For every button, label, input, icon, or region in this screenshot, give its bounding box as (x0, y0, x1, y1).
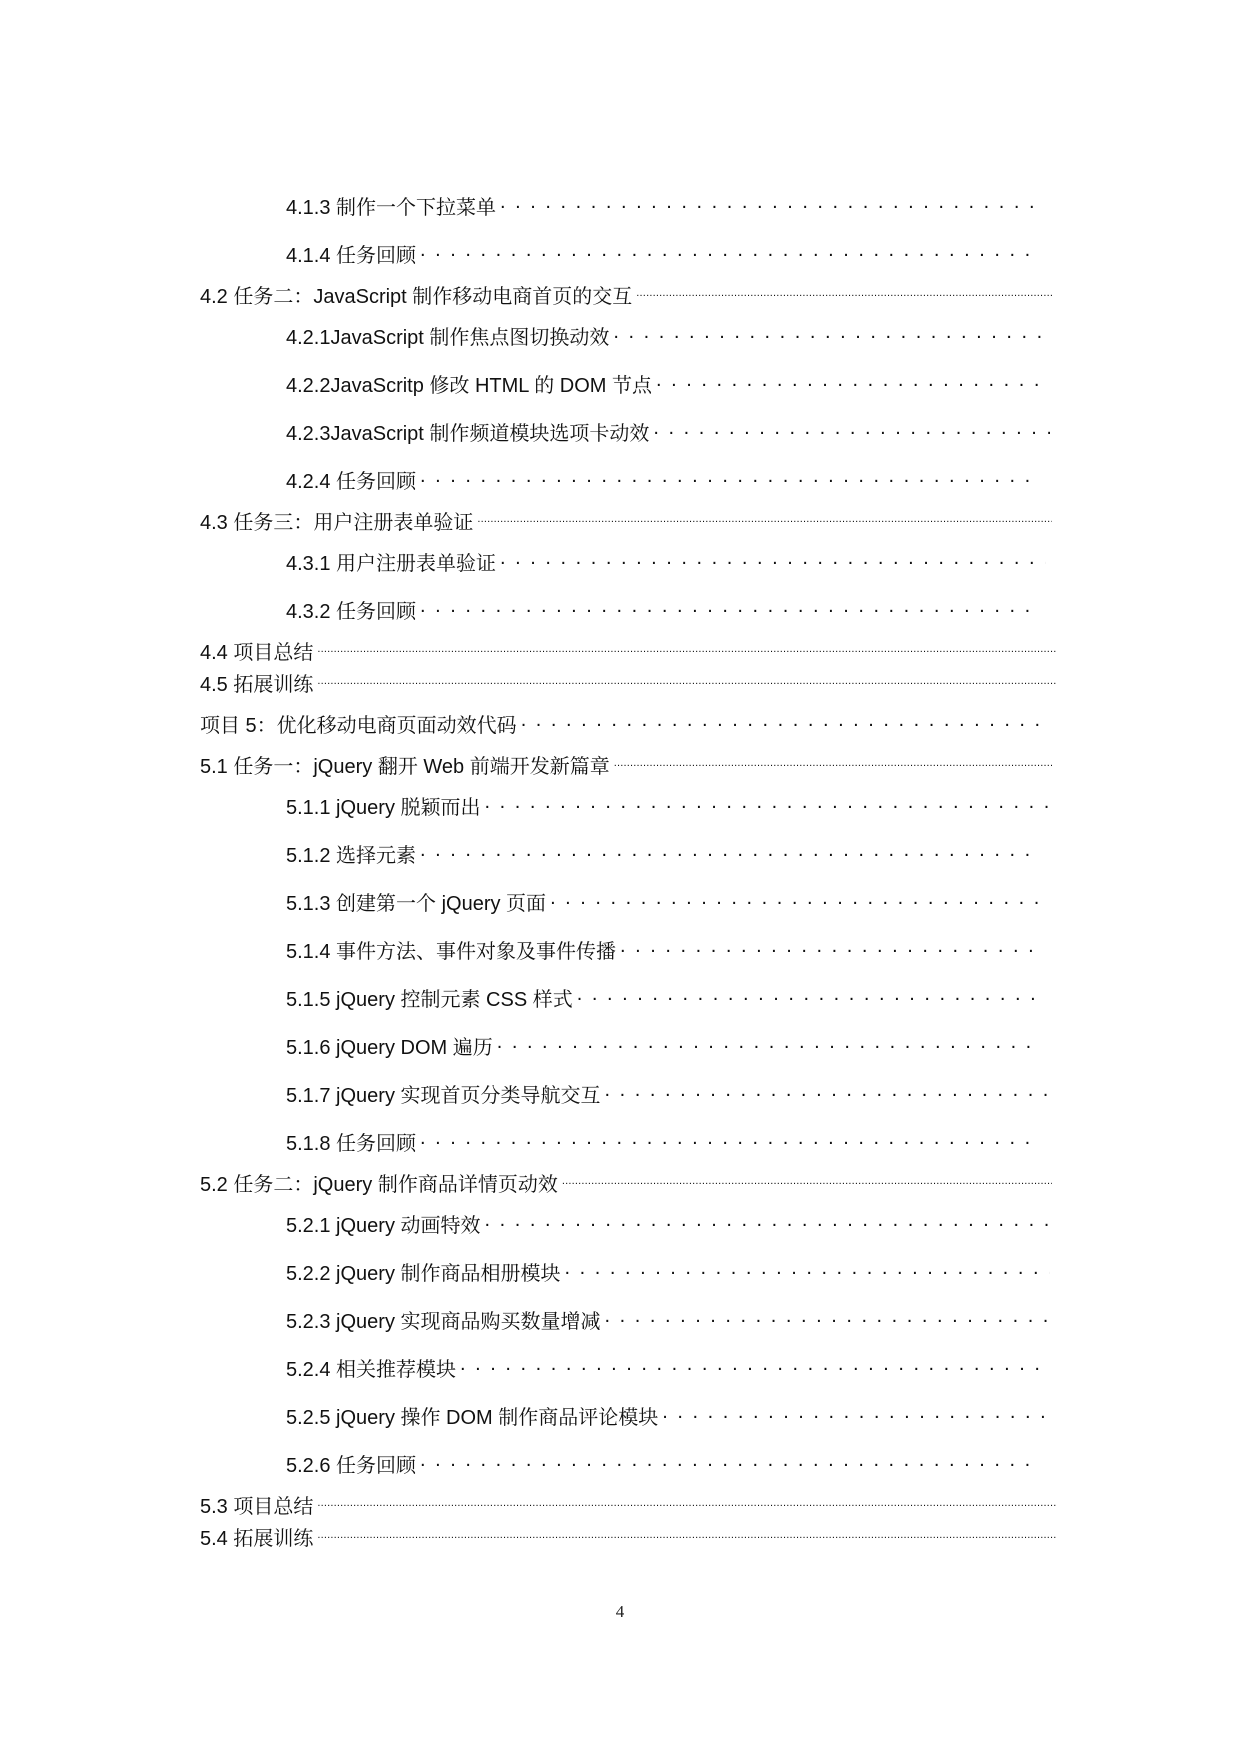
toc-entry[interactable] (286, 886, 1050, 916)
toc-entry[interactable] (286, 982, 1040, 1012)
toc-entry-label: 4.3 任务三：用户注册表单验证 (200, 512, 474, 534)
toc-entry-label: 5.1.5 jQuery 控制元素 CSS 样式 (286, 989, 573, 1011)
dot-leader (317, 667, 1056, 691)
toc-entry[interactable] (286, 464, 1040, 494)
dot-leader (620, 934, 1040, 958)
dot-leader (565, 1256, 1050, 1280)
toc-entry[interactable] (286, 1126, 1040, 1156)
dot-leader (653, 416, 1050, 440)
toc-entry[interactable] (200, 635, 1056, 665)
toc-entry-label: 5.1.7 jQuery 实现首页分类导航交互 (286, 1085, 601, 1107)
toc-entry[interactable] (286, 368, 1050, 398)
toc-entry[interactable] (286, 546, 1046, 576)
toc-entry-label: 5.1.8 任务回顾 (286, 1133, 417, 1155)
toc-entry-label: 5.1.2 选择元素 (286, 845, 417, 867)
toc-entry-label: 4.2.2JavaScritp 修改 HTML 的 DOM 节点 (286, 375, 652, 397)
toc-entry[interactable] (200, 1489, 1056, 1519)
toc-entry-label: 5.2.5 jQuery 操作 DOM 制作商品评论模块 (286, 1407, 659, 1429)
toc-entry[interactable] (200, 749, 1052, 779)
dot-leader (605, 1304, 1050, 1328)
dot-leader (550, 886, 1050, 910)
toc-entry-label: 5.2.2 jQuery 制作商品相册模块 (286, 1263, 561, 1285)
toc-entry[interactable] (200, 708, 1040, 738)
toc-entry-label: 4.2 任务二：JavaScript 制作移动电商首页的交互 (200, 286, 633, 308)
toc-entry[interactable] (200, 279, 1052, 309)
dot-leader (485, 790, 1050, 814)
toc-entry[interactable] (286, 1256, 1050, 1286)
toc-entry[interactable] (286, 1352, 1040, 1382)
toc-entry[interactable] (286, 790, 1050, 820)
dot-leader (636, 279, 1052, 303)
toc-entry[interactable] (286, 838, 1040, 868)
toc-entry[interactable] (286, 1078, 1050, 1108)
dot-leader (460, 1352, 1040, 1376)
toc-entry[interactable] (286, 238, 1040, 268)
dot-leader (577, 982, 1040, 1006)
dot-leader (317, 1521, 1056, 1545)
toc-entry[interactable] (286, 594, 1040, 624)
toc-entry-label: 项目 5：优化移动电商页面动效代码 (200, 715, 517, 737)
toc-entry[interactable] (286, 1304, 1050, 1334)
toc-entry-label: 4.2.4 任务回顾 (286, 471, 417, 493)
toc-entry-label: 5.1.6 jQuery DOM 遍历 (286, 1037, 493, 1059)
dot-leader (500, 190, 1040, 214)
toc-entry[interactable] (286, 1448, 1040, 1478)
toc-entry-label: 4.4 项目总结 (200, 642, 314, 664)
toc-entry-label: 5.1.1 jQuery 脱颖而出 (286, 797, 481, 819)
toc-entry-label: 5.2.1 jQuery 动画特效 (286, 1215, 481, 1237)
toc-entry-label: 4.3.1 用户注册表单验证 (286, 553, 497, 575)
dot-leader (420, 1448, 1040, 1472)
toc-entry[interactable] (200, 1521, 1056, 1551)
toc-entry[interactable] (286, 190, 1040, 220)
dot-leader (317, 635, 1056, 659)
toc-entry-label: 5.3 项目总结 (200, 1496, 314, 1518)
page-number: 4 (615, 1602, 625, 1621)
toc-entry[interactable] (200, 667, 1056, 697)
dot-leader (613, 320, 1050, 344)
dot-leader (420, 594, 1040, 618)
toc-entry[interactable] (200, 505, 1052, 535)
toc-entry-label: 5.1.4 事件方法、事件对象及事件传播 (286, 941, 617, 963)
toc-entry-label: 4.5 拓展训练 (200, 674, 314, 696)
toc-entry-label: 5.2.4 相关推荐模块 (286, 1359, 457, 1381)
dot-leader (605, 1078, 1050, 1102)
toc-entry-label: 5.1.3 创建第一个 jQuery 页面 (286, 893, 547, 915)
toc-entry-label: 5.4 拓展训练 (200, 1528, 314, 1550)
toc-entry[interactable] (286, 1400, 1046, 1430)
toc-entry-label: 5.2.3 jQuery 实现商品购买数量增减 (286, 1311, 601, 1333)
toc-entry[interactable] (286, 416, 1050, 446)
dot-leader (562, 1167, 1052, 1191)
dot-leader (317, 1489, 1056, 1513)
toc-entry-label: 4.1.4 任务回顾 (286, 245, 417, 267)
toc-entry-label: 5.1 任务一：jQuery 翻开 Web 前端开发新篇章 (200, 756, 610, 778)
dot-leader (662, 1400, 1046, 1424)
dot-leader (420, 1126, 1040, 1150)
toc-entry[interactable] (286, 934, 1040, 964)
dot-leader (420, 838, 1040, 862)
dot-leader (614, 749, 1052, 773)
toc-entry-label: 4.1.3 制作一个下拉菜单 (286, 197, 497, 219)
toc-entry[interactable] (286, 1030, 1040, 1060)
toc-entry-label: 4.2.1JavaScript 制作焦点图切换动效 (286, 327, 610, 349)
dot-leader (485, 1208, 1050, 1232)
dot-leader (477, 505, 1052, 529)
dot-leader (497, 1030, 1040, 1054)
dot-leader (521, 708, 1040, 732)
toc-entry[interactable] (286, 1208, 1050, 1238)
toc-entry-label: 5.2.6 任务回顾 (286, 1455, 417, 1477)
toc-entry-label: 5.2 任务二：jQuery 制作商品详情页动效 (200, 1174, 558, 1196)
toc-entry-label: 4.2.3JavaScript 制作频道模块选项卡动效 (286, 423, 650, 445)
dot-leader (420, 238, 1040, 262)
toc-entry[interactable] (200, 1167, 1052, 1197)
toc-entry-label: 4.3.2 任务回顾 (286, 601, 417, 623)
dot-leader (420, 464, 1040, 488)
dot-leader (500, 546, 1046, 570)
toc-entry[interactable] (286, 320, 1050, 350)
dot-leader (656, 368, 1050, 392)
